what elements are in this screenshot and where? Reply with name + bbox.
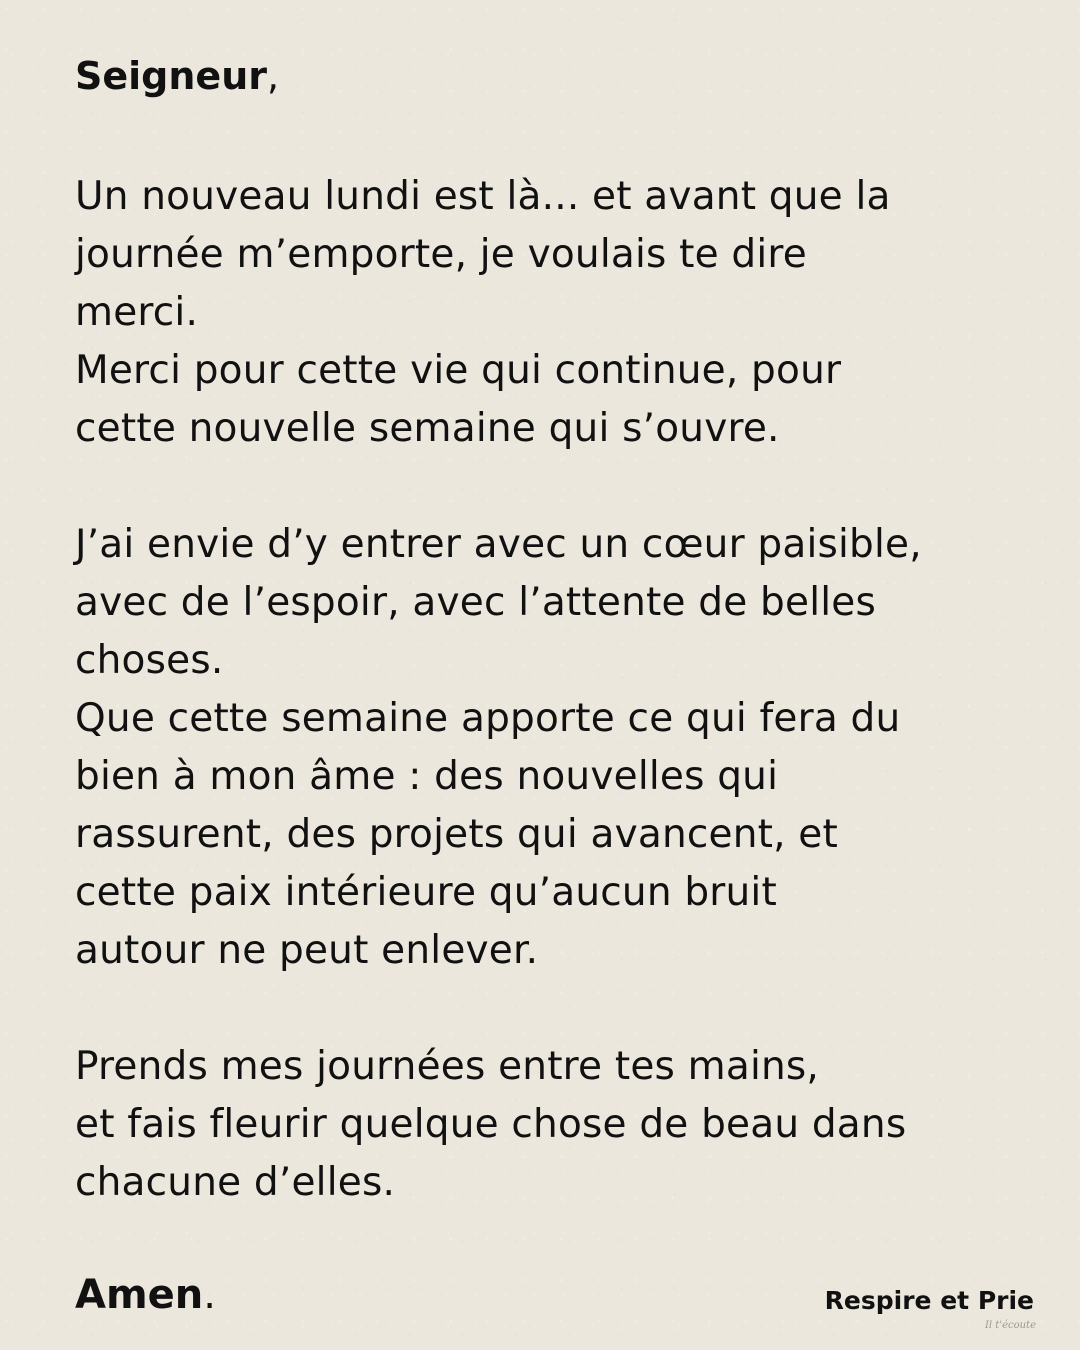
prayer-line: journée m’emporte, je voulais te dire bbox=[75, 232, 807, 277]
watermark: Il t'écoute bbox=[984, 1320, 1036, 1331]
closing-punctuation: . bbox=[203, 1272, 216, 1318]
prayer-line: autour ne peut enlever. bbox=[75, 928, 539, 973]
prayer-line: bien à mon âme : des nouvelles qui bbox=[75, 754, 779, 799]
spacer bbox=[75, 458, 1015, 516]
prayer-line: avec de l’espoir, avec l’attente de belles bbox=[75, 580, 876, 625]
spacer bbox=[75, 110, 1015, 168]
salutation-punctuation: , bbox=[267, 54, 280, 98]
prayer-line: rassurent, des projets qui avancent, et bbox=[75, 812, 838, 857]
prayer-line: Que cette semaine apporte ce qui fera du bbox=[75, 696, 901, 741]
brand-signature: Respire et Prie bbox=[824, 1286, 1034, 1315]
prayer-line: Un nouveau lundi est là... et avant que la bbox=[75, 174, 891, 219]
prayer-line: Merci pour cette vie qui continue, pour bbox=[75, 348, 842, 393]
prayer-line: J’ai envie d’y entrer avec un cœur paisible, bbox=[75, 522, 922, 567]
prayer-line: et fais fleurir quelque chose de beau dans bbox=[75, 1102, 907, 1147]
prayer-line: cette paix intérieure qu’aucun bruit bbox=[75, 870, 777, 915]
prayer-line: cette nouvelle semaine qui s’ouvre. bbox=[75, 406, 780, 451]
spacer bbox=[75, 980, 1015, 1038]
prayer-line: merci. bbox=[75, 290, 199, 335]
closing-word: Amen bbox=[75, 1272, 204, 1318]
spacer bbox=[75, 52, 1015, 110]
prayer-line: Prends mes journées entre tes mains, bbox=[75, 1044, 820, 1089]
prayer-line: choses. bbox=[75, 638, 224, 683]
salutation-word: Seigneur bbox=[75, 54, 267, 98]
prayer-line: chacune d’elles. bbox=[75, 1160, 396, 1205]
prayer-body bbox=[75, 52, 1015, 1212]
closing bbox=[75, 1270, 216, 1320]
